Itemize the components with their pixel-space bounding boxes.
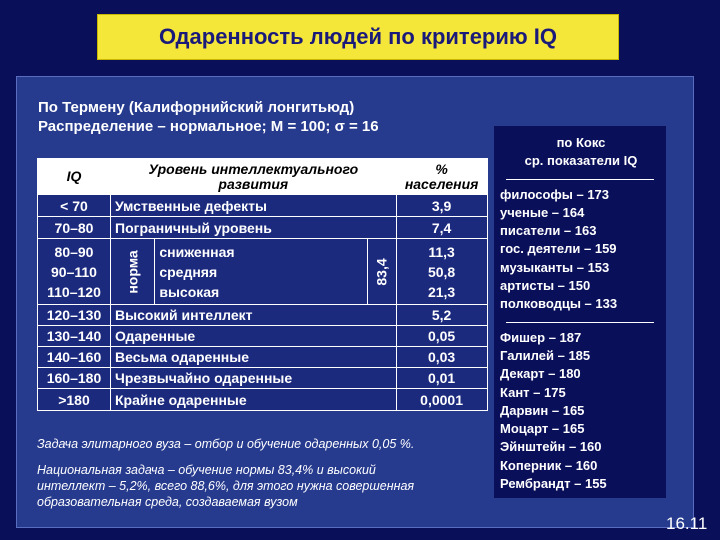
kox-item: Эйнштейн – 160 [500,439,602,455]
kox-item: Коперник – 160 [500,457,598,473]
kox-item: артисты – 150 [500,278,591,294]
cell-iq: 140–160 [38,347,111,368]
cell-level: Крайне одаренные [111,389,397,411]
cell-level: Чрезвычайно одаренные [111,368,397,389]
norm-level-1: сниженная [159,243,235,260]
notes [37,436,414,510]
kox-divider-2 [506,314,654,323]
cell-level: Высокий интеллект [111,305,397,326]
note-2-line-2: интеллект – 5,2%, всего 88,6%, для этого нужна совершенная [37,479,415,493]
cell-norm-label [111,239,155,305]
slide-title: Одаренность людей по критерию IQ [158,24,558,49]
kox-item: Дарвин – 165 [500,402,585,418]
norm-iq-1: 80–90 [54,243,94,260]
cell-level: Весьма одаренные [111,347,397,368]
cell-iq: 70–80 [38,217,111,239]
table-row [38,305,488,326]
header-iq: IQ [38,159,111,195]
kox-item: философы – 173 [500,186,610,202]
cell-pct: 3,9 [396,195,487,217]
kox-item: Моцарт – 165 [500,421,585,437]
table-header-row [38,159,488,195]
kox-item: Фишер – 187 [500,329,582,345]
norm-total: 83,4 [373,257,390,286]
header-level: Уровень интеллектуального развития [111,159,397,195]
table-row [38,389,488,411]
kox-item: писатели – 163 [500,223,597,239]
kox-item: музыканты – 153 [500,259,610,275]
kox-item: Галилей – 185 [500,347,591,363]
note-2-line-1: Национальная задача – обучение нормы 83,4% и высокий [37,463,376,477]
table-row [38,326,488,347]
note-1: Задача элитарного вуза – отбор и обучение одаренных 0,05 %. [37,437,415,451]
intro-text [38,98,379,136]
cell-iq: 120–130 [38,305,111,326]
cell-iq: 130–140 [38,326,111,347]
cell-pct: 0,01 [396,368,487,389]
cell-iq: < 70 [38,195,111,217]
cell-level: Умственные дефекты [111,195,397,217]
kox-list [500,134,662,493]
kox-item: ученые – 164 [500,204,585,220]
table-row [38,347,488,368]
kox-title-2: ср. показатели IQ [524,153,638,169]
norm-level-2: средняя [159,263,218,280]
header-pct: % населения [396,159,487,195]
cell-norm-total [368,239,396,305]
norm-pct-3: 21,3 [427,283,456,300]
cell-iq: >180 [38,389,111,411]
norm-pct-1: 11,3 [428,243,455,260]
table-row [38,195,488,217]
cell-level: Одаренные [111,326,397,347]
title-banner [97,14,619,60]
kox-item: Рембрандт – 155 [500,476,607,492]
norm-iq-3: 110–120 [47,283,101,300]
norm-pct-2: 50,8 [427,263,456,280]
page-number: 16.11 [666,514,708,533]
iq-table [37,158,488,411]
norm-label: норма [124,249,141,294]
cell-pct: 0,0001 [396,389,487,411]
norm-iq-2: 90–110 [51,263,97,280]
note-2-line-3: образовательная среда, создаваемая вузом [37,495,298,509]
table-row-norm [38,239,488,305]
kox-item: Декарт – 180 [500,366,581,382]
cell-pct: 7,4 [396,217,487,239]
cell-norm-pcts [396,239,487,305]
kox-item: полководцы – 133 [500,296,618,312]
cell-pct: 0,03 [396,347,487,368]
norm-level-3: высокая [159,283,220,300]
table-row [38,217,488,239]
kox-item: Кант – 175 [500,384,566,400]
table-row [38,368,488,389]
cell-iq-norm [38,239,111,305]
intro-line-1: По Термену (Калифорнийский лонгитьюд) [38,99,355,116]
intro-line-2: Распределение – нормальное; М = 100; σ = 16 [38,118,379,135]
cell-norm-levels [155,239,368,305]
kox-divider-1 [506,171,654,180]
cell-iq: 160–180 [38,368,111,389]
cell-pct: 5,2 [396,305,487,326]
cell-pct: 0,05 [396,326,487,347]
cell-level: Пограничный уровень [111,217,397,239]
kox-title-1: по Кокс [556,135,606,150]
kox-item: гос. деятели – 159 [500,241,617,257]
